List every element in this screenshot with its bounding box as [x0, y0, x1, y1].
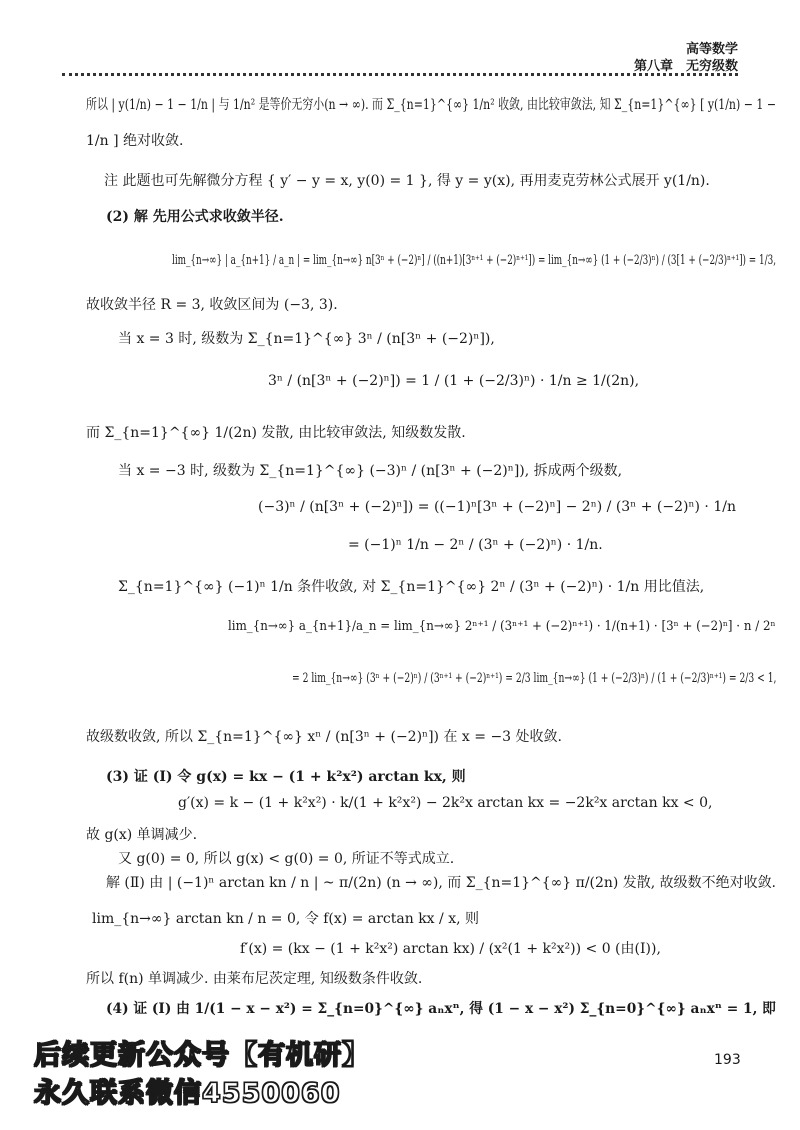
formula-line: lim_{n→∞} arctan kn / n = 0, 令 f(x) = arctan kx / x, 则 — [92, 911, 479, 927]
note-line: 注 此题也可先解微分方程 { y′ − y = x, y(0) = 1 }, 得 y = y(x), 再用麦克劳林公式展开 y(1/n). — [104, 173, 710, 189]
header-book-title: 高等数学 — [685, 42, 738, 57]
formula-line: f′(x) = (kx − (1 + k²x²) arctan kx) / (x²(1 + k²x²)) < 0 (由(Ⅰ)), — [240, 941, 661, 957]
text-line: (4) 证 (Ⅰ) 由 1/(1 − x − x²) = Σ_{n=0}^{∞} aₙxⁿ, 得 (1 − x − x²) Σ_{n=0}^{∞} aₙxⁿ = 1, 即 — [106, 1001, 776, 1017]
text-line: 1/n ] 绝对收敛. — [86, 133, 184, 149]
formula-line: lim_{n→∞} | a_{n+1} / a_n | = lim_{n→∞} n[3ⁿ + (−2)ⁿ] / ((n+1)[3ⁿ⁺¹ + (−2)ⁿ⁺¹]) = lim_{n→∞} (1 + (−2/3)ⁿ) / (3[1 + (−2/3)ⁿ⁺¹]) = 1/3, — [172, 253, 777, 268]
formula-line: = (−1)ⁿ 1/n − 2ⁿ / (3ⁿ + (−2)ⁿ) · 1/n. — [348, 537, 603, 553]
formula-line: 3ⁿ / (n[3ⁿ + (−2)ⁿ]) = 1 / (1 + (−2/3)ⁿ) · 1/n ≥ 1/(2n), — [268, 373, 640, 389]
formula-line: g′(x) = k − (1 + k²x²) · k/(1 + k²x²) − 2k²x arctan kx = −2k²x arctan kx < 0, — [178, 795, 713, 811]
formula-line: lim_{n→∞} a_{n+1}/a_n = lim_{n→∞} 2ⁿ⁺¹ / (3ⁿ⁺¹ + (−2)ⁿ⁺¹) · 1/(n+1) · [3ⁿ + (−2)ⁿ] · n / 2ⁿ — [228, 619, 776, 634]
text-line: 而 Σ_{n=1}^{∞} 1/(2n) 发散, 由比较审敛法, 知级数发散. — [86, 425, 466, 441]
formula-line: (−3)ⁿ / (n[3ⁿ + (−2)ⁿ]) = ((−1)ⁿ[3ⁿ + (−2)ⁿ] − 2ⁿ) / (3ⁿ + (−2)ⁿ) · 1/n — [258, 499, 736, 515]
text-line: 所以 f(n) 单调减少. 由莱布尼茨定理, 知级数条件收敛. — [86, 971, 423, 987]
text-line: 故 g(x) 单调减少. — [86, 827, 198, 843]
text-line: 又 g(0) = 0, 所以 g(x) < g(0) = 0, 所证不等式成立. — [118, 851, 455, 867]
text-line: (2) 解 先用公式求收敛半径. — [106, 209, 284, 225]
text-line: 所以 | y(1/n) − 1 − 1/n | 与 1/n² 是等价无穷小(n → ∞). 而 Σ_{n=1}^{∞} 1/n² 收敛, 由比较审敛法, 知 Σ_{n=1}^{∞} [ y(1/n) − 1 − — [86, 97, 777, 113]
watermark-line-2: 永久联系微信4550060 — [34, 1078, 341, 1109]
header-chapter: 第八章 无穷级数 — [633, 59, 738, 74]
text-line: 故级数收敛, 所以 Σ_{n=1}^{∞} xⁿ / (n[3ⁿ + (−2)ⁿ]) 在 x = −3 处收敛. — [86, 729, 562, 745]
text-line: 解 (Ⅱ) 由 | (−1)ⁿ arctan kn / n | ~ π/(2n) (n → ∞), 而 Σ_{n=1}^{∞} π/(2n) 发散, 故级数不绝对收敛. — [106, 875, 777, 891]
page-number: 193 — [714, 1052, 741, 1068]
text-line: 当 x = 3 时, 级数为 Σ_{n=1}^{∞} 3ⁿ / (n[3ⁿ + (−2)ⁿ]), — [118, 331, 495, 347]
text-line: 故收敛半径 R = 3, 收敛区间为 (−3, 3). — [86, 297, 338, 313]
formula-line: = 2 lim_{n→∞} (3ⁿ + (−2)ⁿ) / (3ⁿ⁺¹ + (−2)ⁿ⁺¹) = 2/3 lim_{n→∞} (1 + (−2/3)ⁿ) / (1 + (−2/3)ⁿ⁺¹) = 2/3 < 1, — [292, 671, 777, 686]
text-line: Σ_{n=1}^{∞} (−1)ⁿ 1/n 条件收敛, 对 Σ_{n=1}^{∞} 2ⁿ / (3ⁿ + (−2)ⁿ) · 1/n 用比值法, — [118, 579, 705, 595]
text-line: (3) 证 (Ⅰ) 令 g(x) = kx − (1 + k²x²) arctan kx, 则 — [106, 769, 466, 785]
text-line: 当 x = −3 时, 级数为 Σ_{n=1}^{∞} (−3)ⁿ / (n[3ⁿ + (−2)ⁿ]), 拆成两个级数, — [118, 463, 623, 479]
header-divider — [62, 73, 738, 76]
watermark-line-1: 后续更新公众号【有机研】 — [34, 1040, 370, 1071]
